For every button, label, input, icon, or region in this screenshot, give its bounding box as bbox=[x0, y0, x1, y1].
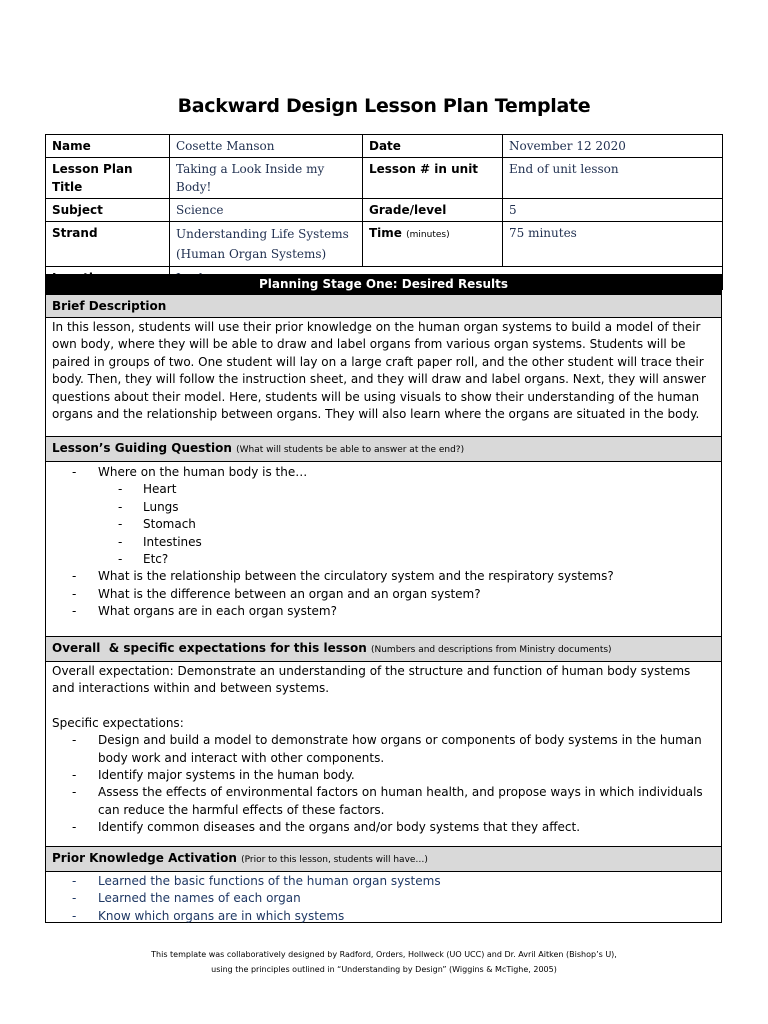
lesson-number-label: Lesson # in unit bbox=[363, 158, 503, 199]
time-label: Time bbox=[369, 226, 402, 240]
guiding-question-heading bbox=[46, 437, 721, 462]
guiding-question-4: - What organs are in each organ system? bbox=[52, 603, 715, 620]
prior-knowledge-note: (Prior to this lesson, students will have…) bbox=[241, 855, 428, 865]
prior-knowledge-section bbox=[45, 846, 722, 923]
lesson-info-table bbox=[45, 134, 723, 290]
specific-expectation-item: - Design and build a model to demonstrate how organs or components of body systems in the human body work and interact with other components. bbox=[52, 732, 715, 767]
date-label: Date bbox=[363, 135, 503, 158]
guiding-question-list bbox=[52, 464, 715, 481]
grade-value: 5 bbox=[503, 199, 723, 222]
planning-stage-one-banner: Planning Stage One: Desired Results bbox=[45, 274, 722, 294]
guiding-question-list-2 bbox=[52, 568, 715, 620]
strand-value-line-2: (Human Organ Systems) bbox=[176, 247, 327, 261]
strand-value-line-1: Understanding Life Systems bbox=[176, 227, 349, 241]
grade-label: Grade/level bbox=[363, 199, 503, 222]
organ-item: - Heart bbox=[52, 481, 715, 498]
footer-credit-line-1: This template was collaboratively designed by Radford, Orders, Hollweck (UO UCC) and Dr. Avril Aitken (Bishop’s U), bbox=[151, 950, 617, 959]
name-label: Name bbox=[46, 135, 170, 158]
organ-item: - Stomach bbox=[52, 516, 715, 533]
prior-knowledge-item: - Learned the names of each organ bbox=[52, 890, 715, 907]
time-value: 75 minutes bbox=[503, 222, 723, 267]
name-value: Cosette Manson bbox=[170, 135, 363, 158]
subject-value: Science bbox=[170, 199, 363, 222]
strand-label: Strand bbox=[46, 222, 170, 267]
lesson-title-value: Taking a Look Inside my Body! bbox=[170, 158, 363, 199]
page-title: Backward Design Lesson Plan Template bbox=[177, 95, 591, 117]
time-unit-note: (minutes) bbox=[406, 230, 450, 240]
brief-description-section bbox=[45, 294, 722, 437]
subject-label: Subject bbox=[46, 199, 170, 222]
expectations-section bbox=[45, 636, 722, 847]
overall-expectation: Overall expectation: Demonstrate an understanding of the structure and function of human body systems and interactions within and between systems. bbox=[52, 664, 691, 696]
prior-knowledge-heading bbox=[46, 847, 721, 872]
guiding-question-note: (What will students be able to answer at the end?) bbox=[236, 445, 465, 455]
specific-expectations-list bbox=[52, 732, 715, 836]
organ-item: - Etc? bbox=[52, 551, 715, 568]
organ-item: - Intestines bbox=[52, 534, 715, 551]
lesson-title-label: Lesson Plan Title bbox=[46, 158, 170, 199]
brief-description-text: In this lesson, students will use their prior knowledge on the human organ systems to build a model of their own body, where they will be able to draw and label organs from various organ systems. Students will be paired in groups of two. One student will lay on a large craft paper roll, and the other student will trace their body. Then, they will follow the instruction sheet, and they will draw and label organs. Next, they will answer questions about their model. Here, students will be using visuals to show their understanding of the human organs and the relationship between organs. They will also learn where the organs are situated in the body. bbox=[52, 320, 706, 422]
prior-knowledge-title: Prior Knowledge Activation bbox=[52, 851, 237, 865]
specific-expectation-item: - Assess the effects of environmental factors on human health, and propose ways in which individuals can reduce the harmful effects of these factors. bbox=[52, 784, 715, 819]
expectations-title: Overall & specific expectations for this lesson bbox=[52, 641, 367, 655]
expectations-note: (Numbers and descriptions from Ministry documents) bbox=[370, 645, 612, 655]
strand-value bbox=[170, 222, 363, 267]
prior-knowledge-item: - Learned the basic functions of the human organ systems bbox=[52, 873, 715, 890]
time-label-cell bbox=[363, 222, 503, 267]
footer-credit-line-2: using the principles outlined in “Understanding by Design” (Wiggins & McTighe, 2005) bbox=[211, 965, 557, 974]
prior-knowledge-list bbox=[52, 873, 715, 925]
guiding-question-3: - What is the difference between an organ and an organ system? bbox=[52, 586, 715, 603]
brief-description-heading: Brief Description bbox=[46, 295, 721, 318]
lesson-number-value: End of unit lesson bbox=[503, 158, 723, 199]
specific-expectations-label: Specific expectations: bbox=[52, 715, 184, 730]
guiding-question-section bbox=[45, 436, 722, 637]
prior-knowledge-item: - Know which organs are in which systems bbox=[52, 908, 715, 925]
date-value: November 12 2020 bbox=[503, 135, 723, 158]
guiding-question-2: - What is the relationship between the circulatory system and the respiratory systems? bbox=[52, 568, 715, 585]
guiding-question-1: - Where on the human body is the… bbox=[52, 464, 715, 481]
expectations-heading bbox=[46, 637, 721, 662]
organ-list bbox=[52, 481, 715, 568]
specific-expectation-item: - Identify common diseases and the organs and/or body systems that they affect. bbox=[52, 819, 715, 836]
organ-item: - Lungs bbox=[52, 499, 715, 516]
guiding-question-title: Lesson’s Guiding Question bbox=[52, 441, 232, 455]
specific-expectation-item: - Identify major systems in the human body. bbox=[52, 767, 715, 784]
